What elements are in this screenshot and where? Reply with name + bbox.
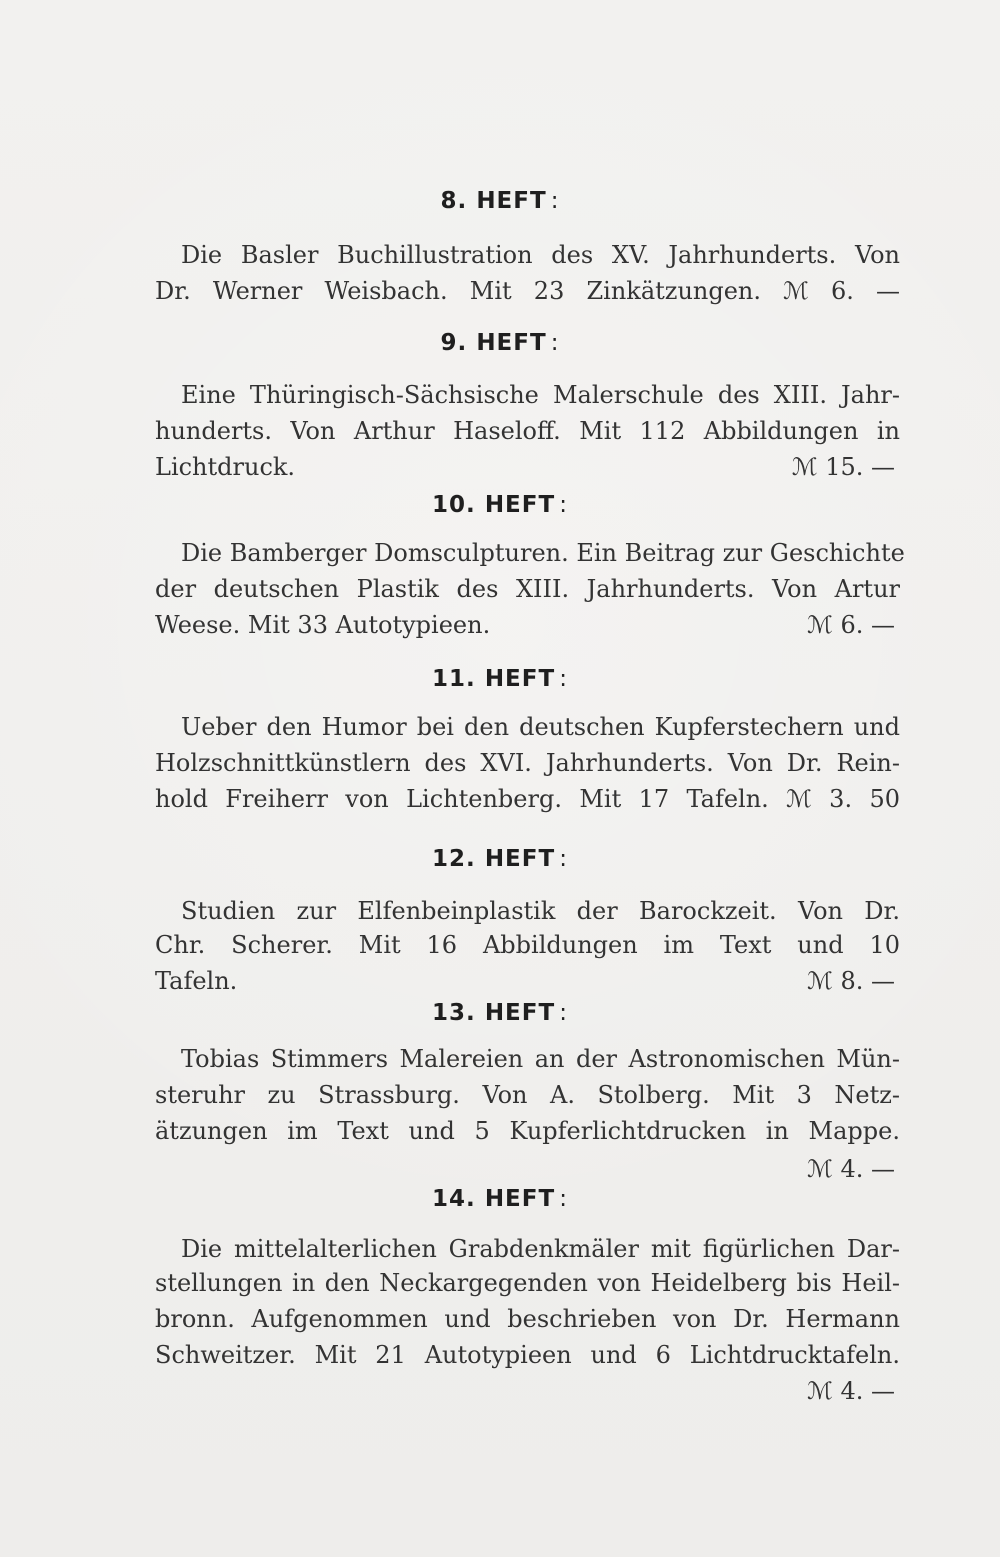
section-10-price: ℳ 6. — (807, 611, 895, 639)
section-12-line-2: Chr. Scherer. Mit 16 Abbildungen im Text und 10 (155, 931, 900, 959)
section-label: HEFT (484, 846, 556, 872)
section-number: 12. (432, 846, 476, 872)
section-11-line-1: Ueber den Humor bei den deutschen Kupferstechern und (181, 713, 900, 741)
section-13-line-3: ätzungen im Text und 5 Kupferlichtdrucken in Mappe. (155, 1117, 900, 1145)
section-11-line-3: hold Freiherr von Lichtenberg. Mit 17 Tafeln. ℳ 3. 50 (155, 785, 900, 813)
section-13-line-2: steruhr zu Strassburg. Von A. Stolberg. Mit 3 Netz- (155, 1081, 900, 1109)
section-12-line-1: Studien zur Elfenbeinplastik der Barockzeit. Von Dr. (181, 897, 900, 925)
section-14-price: ℳ 4. — (807, 1377, 895, 1405)
section-heading-9: 9. HEFT : (440, 330, 560, 356)
section-14-line-2: stellungen in den Neckargegenden von Heidelberg bis Heil- (155, 1269, 900, 1297)
section-10-line-3: Weese. Mit 33 Autotypieen. (155, 611, 491, 639)
section-12-price: ℳ 8. — (807, 967, 895, 995)
section-heading-11: 11. HEFT : (432, 666, 568, 692)
section-label: HEFT (484, 666, 556, 692)
section-heading-13: 13. HEFT : (432, 1000, 568, 1026)
section-9-line-2: hunderts. Von Arthur Haseloff. Mit 112 Abbildungen in (155, 417, 900, 445)
section-13-price: ℳ 4. — (807, 1155, 895, 1183)
section-9-line-1: Eine Thüringisch-Sächsische Malerschule des XIII. Jahr- (181, 381, 900, 409)
section-number: 10. (432, 492, 476, 518)
section-number: 8. (440, 188, 468, 214)
section-number: 14. (432, 1186, 476, 1212)
section-8-line-1: Die Basler Buchillustration des XV. Jahrhunderts. Von (181, 241, 900, 269)
section-13-line-1: Tobias Stimmers Malereien an der Astronomischen Mün- (181, 1045, 900, 1073)
section-label: HEFT (476, 188, 547, 214)
section-number: 11. (432, 666, 476, 692)
section-14-line-1: Die mittelalterlichen Grabdenkmäler mit figürlichen Dar- (181, 1235, 900, 1263)
section-label: HEFT (484, 1000, 556, 1026)
section-9-line-3: Lichtdruck. (155, 453, 296, 481)
section-heading-12: 12. HEFT : (432, 846, 568, 872)
section-12-line-3: Tafeln. (155, 967, 238, 995)
section-9-price: ℳ 15. — (791, 453, 895, 481)
section-heading-10: 10. HEFT : (432, 492, 568, 518)
section-number: 9. (440, 330, 468, 356)
section-10-line-1: Die Bamberger Domsculpturen. Ein Beitrag zur Geschichte (181, 539, 905, 567)
section-8-line-2: Dr. Werner Weisbach. Mit 23 Zinkätzungen. ℳ 6. — (155, 277, 900, 305)
section-heading-14: 14. HEFT : (432, 1186, 568, 1212)
section-10-line-2: der deutschen Plastik des XIII. Jahrhunderts. Von Artur (155, 575, 900, 603)
section-label: HEFT (476, 330, 547, 356)
section-heading-8: 8. HEFT : (440, 188, 560, 214)
section-14-line-4: Schweitzer. Mit 21 Autotypieen und 6 Lichtdrucktafeln. (155, 1341, 900, 1369)
section-label: HEFT (484, 492, 556, 518)
section-number: 13. (432, 1000, 476, 1026)
section-label: HEFT (484, 1186, 556, 1212)
section-14-line-3: bronn. Aufgenommen und beschrieben von Dr. Hermann (155, 1305, 900, 1333)
section-11-line-2: Holzschnittkünstlern des XVI. Jahrhunderts. Von Dr. Rein- (155, 749, 900, 777)
